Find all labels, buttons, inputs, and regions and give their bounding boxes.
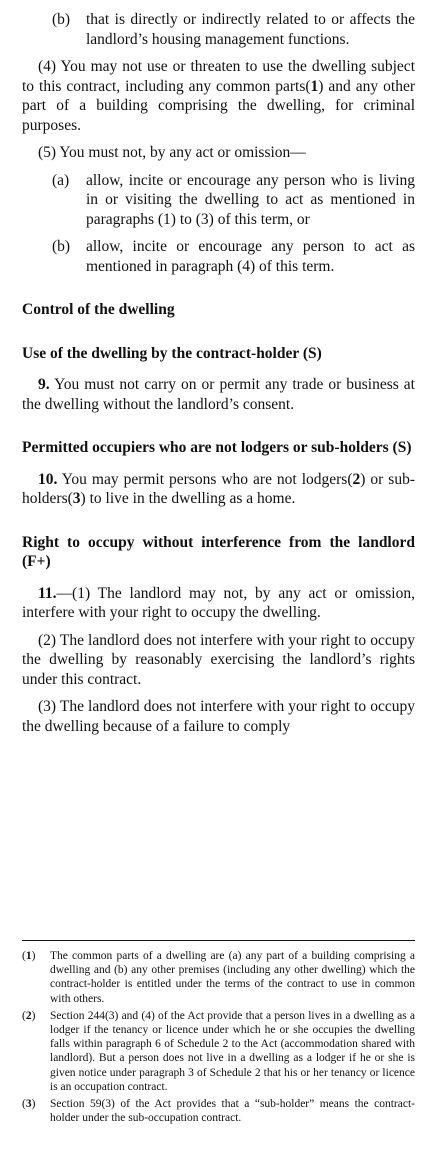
term-number: 10. — [38, 470, 58, 488]
term-number: 9. — [38, 376, 50, 393]
term-number: 11. — [38, 584, 57, 602]
footnote-label: 3 — [25, 1098, 32, 1111]
list-item-b — [22, 237, 415, 276]
term-11-heading: Right to occupy without interference from the landlord (F+) — [22, 533, 415, 570]
term-11-para-1: 11.—(1) The landlord may not, by any act or omission, interfere with your right to occupy the dwelling. — [22, 584, 415, 621]
term-9-text: 9. You must not carry on or permit any trade or business at the dwelling without the landlord’s consent. — [22, 376, 415, 413]
footnote-ref-1[interactable]: 1 — [310, 77, 319, 95]
footnote-2: (2) Section 244(3) and (4) of the Act provide that a person lives in a dwelling as a lodger if the tenancy or licence under which he or she occupies the dwelling falls within paragraph 6 of Schedule 2 to the Act (accommodation shared with landlord). But a person does not live in a dwelling as a lodger if he or she is given notice under paragraph 3 of Schedule 2 that his or her tenancy or licence is an occupation contract. — [22, 1009, 415, 1093]
footnote-label: 2 — [25, 1009, 32, 1022]
list-item-label: (a) — [52, 171, 70, 189]
footnote-label: 1 — [25, 950, 32, 962]
term-11-para-3: (3) The landlord does not interfere with your right to occupy the dwelling because of a failure to comply — [22, 698, 415, 735]
term-9-heading: Use of the dwelling by the contract-holder (S) — [22, 344, 322, 362]
footnote-1: (1) The common parts of a dwelling are (a) any part of a building comprising a dwelling and (b) any other premises (including any other dwelling) which the contract-holder is entitled under the terms of the contract to use in common with others. — [22, 950, 415, 1005]
list-item-b-top — [22, 10, 415, 49]
list-item-text: that is directly or indirectly related to or affects the landlord’s housing management functions. — [86, 11, 415, 48]
list-item-text: allow, incite or encourage any person to act as mentioned in paragraph (4) of this term. — [86, 238, 415, 275]
footnotes — [22, 940, 415, 1128]
term-10-heading: Permitted occupiers who are not lodgers or sub-holders (S) — [22, 439, 412, 456]
footnote-ref-2[interactable]: 2 — [352, 470, 361, 488]
footnote-text: Section 244(3) and (4) of the Act provide that a person lives in a dwelling as a lodger if the tenancy or licence under which he or she occupies the dwelling falls within paragraph 6 of Schedule 2 to the Act (accommodation shared with landlord). But a person does not live in a dwelling as a lodger if he or she is given notice under paragraph 3 of Schedule 2 that his or her tenancy or licence is an occupation contract. — [50, 1009, 415, 1093]
term-11-para-2: (2) The landlord does not interfere with your right to occupy the dwelling by reasonably exercising the landlord’s rights under this contract. — [22, 631, 415, 688]
section-heading: Control of the dwelling — [22, 301, 175, 318]
paragraph-4: (4) You may not use or threaten to use the dwelling subject to this contract, including any common parts(1) and any other part of a building comprising the dwelling, for criminal purposes. — [22, 58, 415, 134]
footnote-3: (3) Section 59(3) of the Act provides that a “sub-holder” means the contract-holder under the sub-occupation contract. — [22, 1098, 415, 1125]
list-item-text: allow, incite or encourage any person who is living in or visiting the dwelling to act as mentioned in paragraphs (1) to (3) of this term, or — [86, 171, 415, 228]
footnote-text: Section 59(3) of the Act provides that a “sub-holder” means the contract-holder under the sub-occupation contract. — [50, 1098, 415, 1125]
list-item-a — [22, 171, 415, 230]
list-item-label: (b) — [52, 11, 71, 28]
term-10-text: 10. You may permit persons who are not lodgers(2) or sub-holders(3) to live in the dwelling as a home. — [22, 470, 415, 507]
footnote-text: The common parts of a dwelling are (a) any part of a building comprising a dwelling and (b) any other premises (including any other dwelling) which the contract-holder is entitled under the terms of the contract to use in common with others. — [50, 950, 415, 1005]
paragraph-5-intro: (5) You must not, by any act or omission— — [38, 144, 306, 161]
list-item-label: (b) — [52, 238, 71, 255]
footnote-ref-3[interactable]: 3 — [72, 490, 81, 507]
document-page — [22, 10, 415, 736]
